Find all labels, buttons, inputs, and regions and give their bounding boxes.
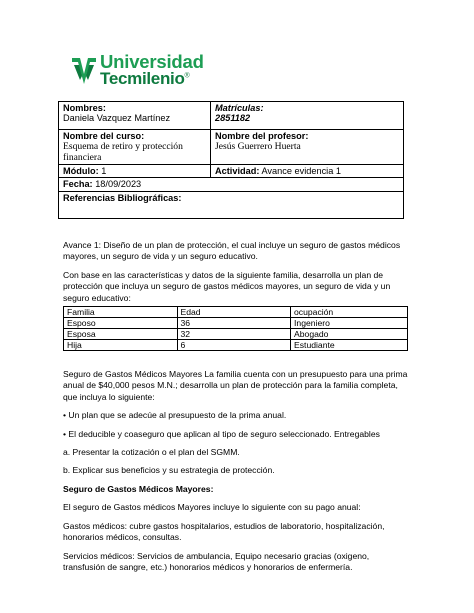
modulo-cell xyxy=(59,165,211,178)
matriculas-label: Matrículas: xyxy=(215,103,264,113)
fecha-cell xyxy=(59,178,404,192)
matriculas-value: 2851182 xyxy=(215,113,251,123)
registered-mark: ® xyxy=(184,72,190,80)
cell-ocupacion: Estudiante xyxy=(291,340,408,351)
cell-edad: 32 xyxy=(177,329,291,340)
referencias-cell xyxy=(59,192,404,219)
logo-line-1: Universidad xyxy=(100,51,204,72)
actividad-value: Avance evidencia 1 xyxy=(261,166,341,176)
curso-value: Esquema de retiro y protección financiera xyxy=(63,141,183,163)
cell-edad: 36 xyxy=(177,318,291,329)
profesor-label: Nombre del profesor: xyxy=(215,131,309,141)
paragraph-gastos-medicos: Gastos médicos: cubre gastos hospitalarios, estudios de laboratorio, hospitalización, honorarios médicos, consultas. xyxy=(63,520,385,543)
actividad-cell xyxy=(211,165,404,178)
cell-edad: 6 xyxy=(177,340,291,351)
paragraph-avance: Avance 1: Diseño de un plan de protección, el cual incluye un seguro de gastos médicos mayores, un seguro de vida y un seguro educativo. xyxy=(63,240,401,262)
profesor-value: Jesús Guerrero Huerta xyxy=(215,141,301,152)
bullet-deducible: • El deducible y coaseguro que aplican al tipo de seguro seleccionado. Entregables xyxy=(63,428,380,439)
nombres-label: Nombres: xyxy=(63,103,106,113)
table-row xyxy=(64,340,408,351)
actividad-label: Actividad: xyxy=(215,166,260,176)
university-logo xyxy=(70,51,204,88)
modulo-label: Módulo: xyxy=(63,166,99,176)
header-familia: Familia xyxy=(64,307,178,318)
family-table xyxy=(63,306,408,351)
tecmilenio-logo-icon xyxy=(70,52,98,88)
profesor-cell xyxy=(211,130,404,165)
logo-line-2-text: Tecmilenio xyxy=(100,69,185,88)
referencias-label: Referencias Bibliográficas: xyxy=(63,193,182,203)
cell-familia: Esposo xyxy=(64,318,178,329)
bullet-plan: • Un plan que se adecúe al presupuesto de la prima anual. xyxy=(63,410,287,421)
item-b: b. Explicar sus beneficios y su estrategia de protección. xyxy=(63,465,275,476)
cell-ocupacion: Ingeniero xyxy=(291,318,408,329)
paragraph-instructions: Con base en las características y datos de la siguiente familia, desarrolla un plan de protección que incluya un seguro de gastos médicos mayores, un seguro de vida y un seguro educativo: xyxy=(63,269,391,303)
header-edad: Edad xyxy=(177,307,291,318)
nombres-value: Daniela Vazquez Martínez xyxy=(63,113,171,123)
section-heading: Seguro de Gastos Médicos Mayores: xyxy=(63,483,214,494)
header-ocupacion: ocupación xyxy=(291,307,408,318)
logo-line-2 xyxy=(100,69,189,89)
table-row xyxy=(64,318,408,329)
document-body xyxy=(63,240,408,580)
curso-cell xyxy=(59,130,211,165)
student-info-table xyxy=(58,101,404,219)
curso-label: Nombre del curso: xyxy=(63,131,145,141)
cell-familia: Hija xyxy=(64,340,178,351)
matriculas-cell xyxy=(211,102,404,130)
item-a: a. Presentar la cotización o el plan del SGMM. xyxy=(63,447,240,458)
table-row xyxy=(64,329,408,340)
paragraph-budget: Seguro de Gastos Médicos Mayores La familia cuenta con un presupuesto para una prima anual de $40,000 pesos M.N.; desarrolla un plan de protección para la familia completa, que incluya lo siguiente: xyxy=(63,369,408,402)
fecha-label: Fecha: xyxy=(63,179,93,189)
family-table-header xyxy=(64,307,408,318)
paragraph-includes: El seguro de Gastos médicos Mayores incluye lo siguiente con su pago anual: xyxy=(63,502,361,513)
paragraph-servicios-medicos: Servicios médicos: Servicios de ambulancia, Equipo necesario gracias (oxigeno, transfusión de sangre, etc.) honorarios médicos y honorarios de enfermería. xyxy=(63,550,370,572)
nombres-cell xyxy=(59,102,211,130)
cell-familia: Esposa xyxy=(64,329,178,340)
fecha-value: 18/09/2023 xyxy=(95,179,142,189)
cell-ocupacion: Abogado xyxy=(291,329,408,340)
modulo-value: 1 xyxy=(101,166,107,176)
